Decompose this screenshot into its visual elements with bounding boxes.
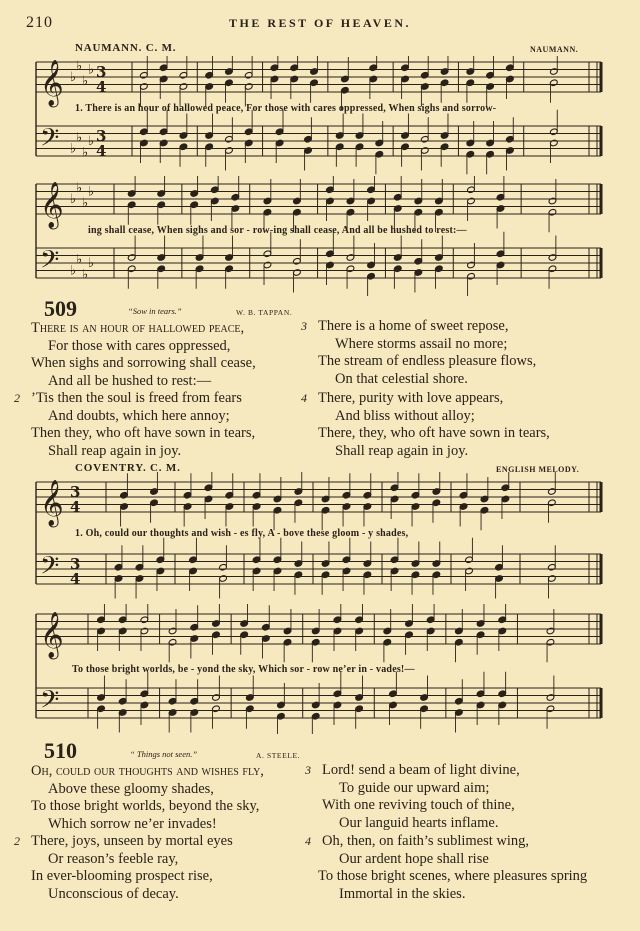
verse-line: And all be hushed to rest:— — [48, 372, 212, 389]
music-staff-system — [30, 56, 605, 176]
flat-icon: ♭ — [70, 192, 77, 207]
verse-block — [305, 762, 520, 832]
verse-line: 2 ’Tis then the soul is freed from fears — [14, 390, 242, 406]
flat-icon: ♭ — [76, 130, 83, 146]
verse-line: 3 Lord! send a beam of light divine, — [305, 762, 520, 778]
time-signature-numerator: 3 — [96, 63, 107, 81]
flat-icon: ♭ — [76, 180, 83, 196]
flat-icon: ♭ — [82, 195, 89, 211]
verse-block — [14, 390, 256, 460]
lyrics-line: To those bright worlds, be - yond the sky, Which sor - row ne’er in - vades!— — [72, 664, 415, 675]
tune-name-coventry: COVENTRY. C. M. — [75, 462, 181, 474]
tune-composer-coventry: ENGLISH MELODY. — [496, 465, 580, 474]
time-signature-numerator: 3 — [96, 127, 107, 145]
music-staff-system — [30, 176, 605, 296]
page-number: 210 — [26, 14, 53, 31]
verse-line: Shall reap again in joy. — [335, 442, 469, 459]
verse-number: 4 — [301, 391, 307, 405]
verse-line: The stream of endless pleasure flows, — [318, 353, 537, 369]
flat-icon: ♭ — [88, 256, 95, 271]
verse-line: And doubts, which here annoy; — [48, 407, 230, 424]
verse-line: There is an hour of hallowed peace, — [31, 320, 245, 336]
hymn-author: A. STEELE. — [256, 751, 301, 760]
tune-composer-naumann: NAUMANN. — [530, 45, 579, 54]
verse-line: Then they, who oft have sown in tears, — [31, 425, 256, 441]
hymn-author: W. B. TAPPAN. — [236, 308, 293, 317]
lyrics-line: 1. There is an hour of hallowed peace, For those with cares oppressed, When sighs and sorrow- — [75, 103, 497, 114]
verse-block — [14, 833, 233, 903]
flat-icon: ♭ — [70, 263, 77, 279]
time-signature-numerator: 3 — [70, 483, 81, 501]
bass-clef-icon: 𝄢 — [40, 123, 60, 159]
verse-line: There, they, who oft have sown in tears, — [318, 425, 550, 441]
time-signature-denominator: 4 — [70, 570, 81, 588]
hymn-reference: “ Things not seen.” — [130, 749, 198, 759]
verse-line: Where storms assail no more; — [335, 335, 508, 352]
hymn-number: 509 — [44, 296, 77, 321]
time-signature-denominator: 4 — [96, 78, 107, 96]
tune-name-naumann: NAUMANN. C. M. — [75, 42, 177, 54]
verse-line: 4 Oh, then, on faith’s sublimest wing, — [305, 833, 530, 849]
verse-number: 2 — [14, 834, 20, 848]
verse-line: Immortal in the skies. — [339, 885, 466, 902]
time-signature-numerator: 3 — [70, 555, 81, 573]
verse-number: 3 — [301, 319, 307, 333]
verse-line: Unconscious of decay. — [48, 885, 179, 902]
treble-clef-icon: 𝄞 — [40, 480, 64, 526]
time-signature-denominator: 4 — [96, 142, 107, 160]
verse-block — [305, 833, 588, 903]
verse-number: 3 — [305, 763, 311, 777]
flat-icon: ♭ — [88, 134, 95, 149]
page-header — [0, 14, 640, 36]
verse-line: On that celestial shore. — [335, 370, 468, 387]
hymn-number: 510 — [44, 738, 77, 763]
bass-clef-icon: 𝄢 — [40, 551, 60, 587]
verse-line: To guide our upward aim; — [339, 779, 490, 796]
verse-line: For those with cares oppressed, — [48, 337, 231, 354]
verse-line: 3 There is a home of sweet repose, — [301, 318, 509, 334]
verse-line: Which sorrow ne’er invades! — [48, 815, 217, 832]
verse-line: Shall reap again in joy. — [48, 442, 182, 459]
treble-clef-icon: 𝄞 — [40, 612, 64, 658]
verse-line: 2 There, joys, unseen by mortal eyes — [14, 833, 233, 849]
verse-line: Oh, could our thoughts and wishes fly, — [31, 763, 264, 779]
verse-line: In ever-blooming prospect rise, — [31, 868, 213, 884]
bass-clef-icon: 𝄢 — [40, 245, 60, 281]
verse-block — [31, 320, 256, 390]
verse-block — [31, 763, 264, 833]
music-system-1 — [30, 56, 605, 176]
bass-clef-icon: 𝄢 — [40, 685, 60, 721]
flat-icon: ♭ — [82, 145, 89, 161]
verse-line: To those bright scenes, where pleasures spring — [318, 868, 588, 884]
flat-icon: ♭ — [70, 70, 77, 85]
treble-clef-icon: 𝄞 — [40, 60, 64, 106]
flat-icon: ♭ — [76, 58, 83, 74]
verse-line: Our ardent hope shall rise — [339, 850, 489, 867]
verse-line: Above these gloomy shades, — [48, 780, 214, 797]
flat-icon: ♭ — [82, 267, 89, 283]
verse-number: 4 — [305, 834, 311, 848]
treble-clef-icon: 𝄞 — [40, 182, 64, 228]
verse-block — [301, 390, 550, 460]
flat-icon: ♭ — [88, 184, 95, 200]
verse-line: To those bright worlds, beyond the sky, — [31, 798, 260, 814]
flat-icon: ♭ — [70, 141, 77, 157]
time-signature-denominator: 4 — [70, 498, 81, 516]
verse-number: 2 — [14, 391, 20, 405]
lyrics-line: ing shall cease, When sighs and sor - row-ing shall cease, And all be hushed to rest:— — [88, 225, 467, 236]
verse-line: Our languid hearts inflame. — [339, 814, 499, 831]
verse-line: When sighs and sorrowing shall cease, — [31, 355, 256, 371]
flat-icon: ♭ — [88, 62, 95, 78]
flat-icon: ♭ — [76, 252, 83, 268]
verse-line: And bliss without alloy; — [335, 407, 475, 424]
verse-block — [301, 318, 537, 388]
lyrics-line: 1. Oh, could our thoughts and wish - es fly, A - bove these gloom - y shades, — [75, 528, 409, 539]
music-system-2 — [30, 176, 605, 296]
verse-line: With one reviving touch of thine, — [322, 797, 515, 813]
page-title: THE REST OF HEAVEN. — [229, 16, 411, 30]
verse-line: 4 There, purity with love appears, — [301, 390, 504, 406]
verse-line: Or reason’s feeble ray, — [48, 850, 179, 867]
flat-icon: ♭ — [82, 73, 89, 89]
hymn-reference: “Sow in tears.” — [128, 306, 182, 316]
